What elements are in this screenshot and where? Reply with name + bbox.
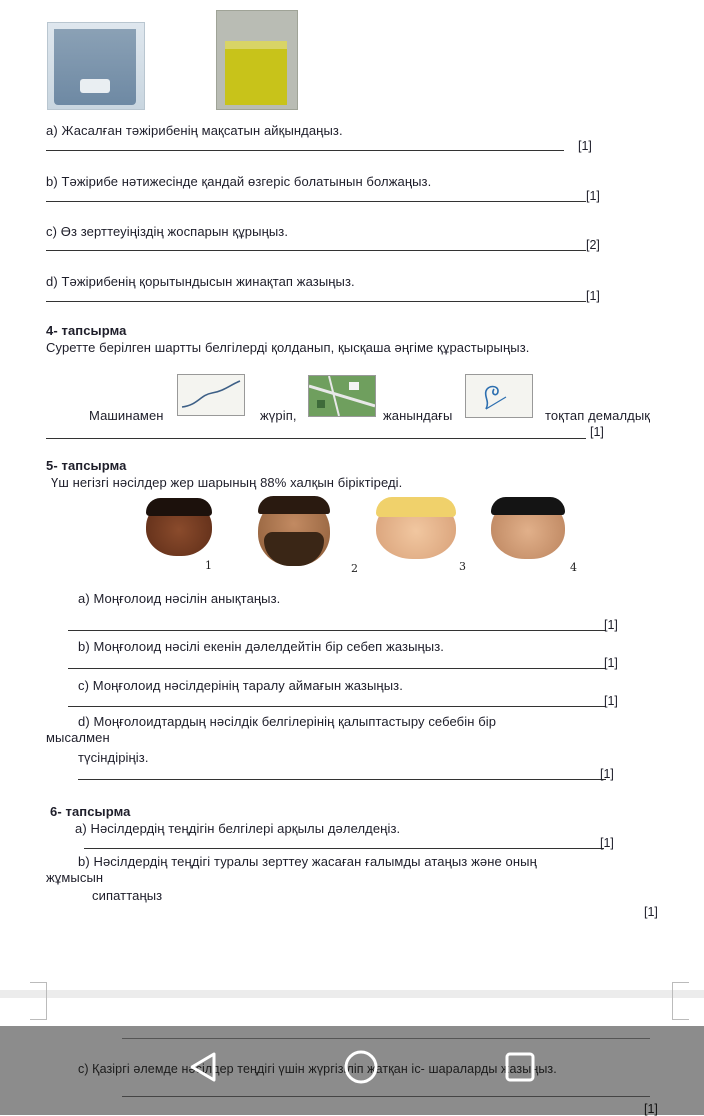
task5b-text: b) Моңғолоид нәсілі екенін дәлелдейтін бір себеп жазыңыз.	[78, 639, 445, 654]
q3a-text: a) Жасалған тәжірибенің мақсатын айқындаңыз.	[46, 123, 343, 138]
task6b-text-line1: b) Нәсілдердің теңдігі туралы зерттеу жасаған ғалымды атаңыз және оның	[78, 854, 537, 869]
park-symbol-icon	[308, 375, 376, 417]
task6a-mark: [1]	[600, 836, 614, 850]
beaker-photo-1	[47, 22, 145, 110]
task5d-text-line2: мысалмен	[46, 730, 110, 745]
face-4-image	[491, 497, 565, 559]
face-number-2: 2	[351, 562, 358, 575]
task4-instruction: Суретте берілген шартты белгілерді қолданып, қысқаша әңгіме құрастырыңыз.	[46, 340, 530, 355]
task5d-text-line1: d) Моңғолоидтардың нәсілдік белгілерінің қалыптастыру себебін бір	[78, 714, 497, 729]
next-page-strip	[0, 1026, 704, 1115]
q3d-text: d) Тәжірибенің қорытындысын жинақтап жазыңыз.	[46, 274, 355, 289]
task5d-mark: [1]	[600, 767, 614, 781]
task4-word-1: Машинамен	[89, 408, 164, 423]
task5c-mark: [1]	[604, 694, 618, 708]
road-symbol-icon	[177, 374, 245, 416]
task5-title: 5- тапсырма	[46, 458, 127, 473]
river-symbol-icon	[465, 374, 533, 418]
task6-title: 6- тапсырма	[50, 804, 131, 819]
task6c-text: c) Қазіргі әлемде нәсілдер теңдігі үшін жүргізіліп жатқан іс- шараларды жазыңыз.	[78, 1062, 557, 1076]
face-3-image	[376, 497, 456, 559]
back-nav-icon[interactable]	[186, 1050, 220, 1084]
face-number-3: 3	[459, 560, 466, 573]
task6c-mark: [1]	[644, 1102, 658, 1116]
task5c-text: c) Моңғолоид нәсілдерінің таралу аймағын жазыңыз.	[78, 678, 403, 693]
q3a-answer-line[interactable]	[46, 150, 564, 151]
task4-word-2: жүріп,	[260, 408, 297, 423]
task4-word-3: жанындағы	[383, 408, 453, 423]
task5a-answer-line[interactable]	[68, 630, 606, 631]
crop-mark-right	[672, 982, 689, 1020]
q3a-mark: [1]	[578, 139, 592, 153]
task5-intro: Үш негізгі нәсілдер жер шарының 88% халқын біріктіреді.	[51, 475, 403, 490]
q3b-mark: [1]	[586, 189, 600, 203]
face-2-image	[258, 496, 330, 566]
task4-title: 4- тапсырма	[46, 323, 127, 338]
task6c-answer-line[interactable]	[122, 1096, 650, 1097]
crop-mark-left	[30, 982, 47, 1020]
task5a-text: a) Моңғолоид нәсілін анықтаңыз.	[78, 591, 281, 606]
task6b-text-line3: сипаттаңыз	[92, 888, 163, 903]
q3c-answer-line[interactable]	[46, 250, 586, 251]
task6b-mark: [1]	[644, 905, 658, 919]
task4-mark: [1]	[590, 425, 604, 439]
task5d-text-line3: түсіндіріңіз.	[78, 750, 149, 765]
home-nav-icon[interactable]	[343, 1049, 379, 1085]
task5c-answer-line[interactable]	[68, 706, 606, 707]
task5a-mark: [1]	[604, 618, 618, 632]
recents-nav-icon[interactable]	[504, 1051, 536, 1083]
task5b-mark: [1]	[604, 656, 618, 670]
task6a-answer-line[interactable]	[84, 848, 604, 849]
task4-answer-line[interactable]	[46, 438, 586, 439]
task4-word-4: тоқтап демалдық	[545, 408, 651, 423]
task6b-text-line2: жұмысын	[46, 870, 104, 885]
beaker-photo-2	[216, 10, 298, 110]
task6c-top-line	[122, 1038, 650, 1039]
face-number-1: 1	[205, 559, 212, 572]
q3d-mark: [1]	[586, 289, 600, 303]
q3d-answer-line[interactable]	[46, 301, 586, 302]
q3c-text: c) Өз зерттеуіңіздің жоспарын құрыңыз.	[46, 224, 289, 239]
q3b-text: b) Тәжірибе нәтижесінде қандай өзгеріс болатынын болжаңыз.	[46, 174, 432, 189]
q3c-mark: [2]	[586, 238, 600, 252]
page-separator	[0, 990, 704, 998]
face-1-image	[146, 498, 212, 556]
task6a-text: a) Нәсілдердің теңдігін белгілері арқылы дәлелдеңіз.	[75, 821, 401, 836]
q3b-answer-line[interactable]	[46, 201, 586, 202]
face-number-4: 4	[570, 561, 577, 574]
task5b-answer-line[interactable]	[68, 668, 606, 669]
task5d-answer-line[interactable]	[78, 779, 606, 780]
